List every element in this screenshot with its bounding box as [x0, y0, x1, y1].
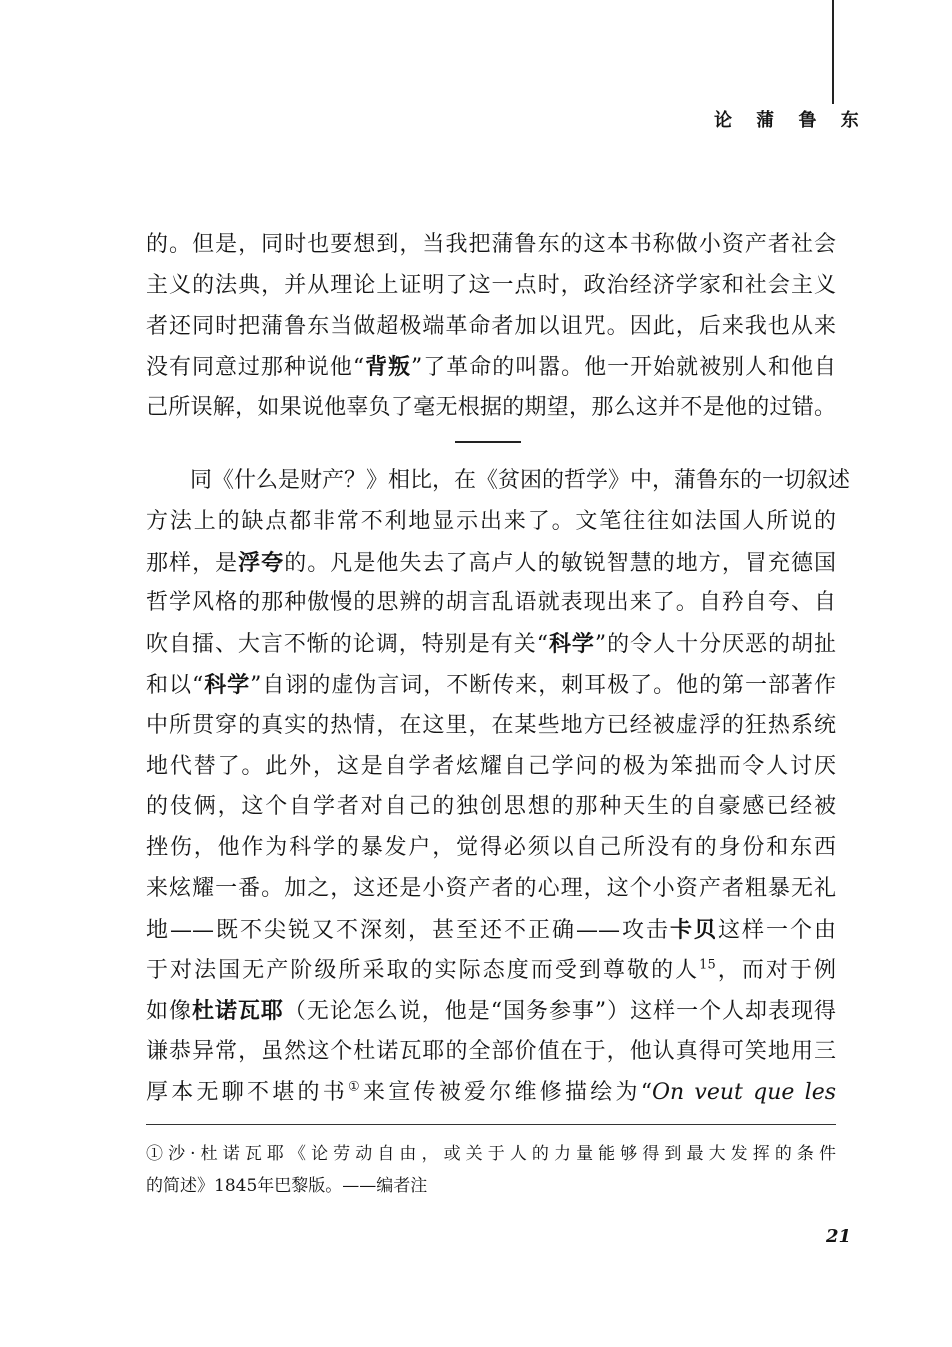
- text-line: 的。但是，同时也要想到，当我把蒲鲁东的这本书称做小资产者社会: [146, 232, 836, 257]
- emphasis: 科学: [203, 671, 251, 698]
- text-line: 挫伤，他作为科学的暴发户，觉得必须以自己所没有的身份和东西: [146, 835, 836, 861]
- text-line: 来炫耀一番。加之，这还是小资产者的心理，这个小资产者粗暴无礼: [146, 875, 836, 901]
- edge-rule: [832, 0, 834, 104]
- text-line: 己所误解，如果说他辜负了毫无根据的期望，那么这并不是他的过错。: [146, 395, 836, 421]
- running-head: 论 蒲 鲁 东: [714, 110, 868, 131]
- text-line: 中所贯穿的真实的热情，在这里，在某些地方已经被虚浮的狂热系统: [146, 712, 836, 738]
- text-line: 的伎俩，这个自学者对自己的独创思想的那种天生的自豪感已经被: [146, 794, 836, 820]
- endnote-marker: 15: [699, 957, 716, 973]
- text-line: 同《什么是财产？》相比，在《贫困的哲学》中，蒲鲁东的一切叙述: [146, 468, 851, 493]
- footnote-line: ①沙·杜诺瓦耶《论劳动自由，或关于人的力量能够得到最大发挥的条件: [146, 1144, 836, 1164]
- text-line: 地代替了。此外，这是自学者炫耀自己学问的极为笨拙而令人讨厌: [146, 753, 836, 779]
- footnote: [146, 1138, 836, 1202]
- footnote-marker: ①: [348, 1079, 363, 1095]
- emphasis: 卡贝: [669, 916, 718, 943]
- text-line: 如像杜诺瓦耶（无论怎么说，他是“国务参事”）这样一个人却表现得: [146, 998, 836, 1025]
- page-number: 21: [826, 1226, 852, 1247]
- text-line: 哲学风格的那种傲慢的思辨的胡言乱语就表现出来了。自矜自夸、自: [146, 590, 836, 616]
- section-break-rule: [455, 441, 521, 443]
- text-line: 和以“科学”自诩的虚伪言词，不断传来，刺耳极了。他的第一部著作: [146, 671, 836, 698]
- foreign-quote: On veut que les: [651, 1079, 837, 1105]
- text-line: 者还同时把蒲鲁东当做超极端革命者加以诅咒。因此，后来我也从来: [146, 313, 836, 339]
- paragraph-1: [146, 225, 836, 429]
- emphasis: 科学: [547, 631, 595, 658]
- footnote-line: 的简述》1845年巴黎版。——编者注: [146, 1176, 428, 1196]
- text-line: 地——既不尖锐又不深刻，甚至还不正确——攻击卡贝这样一个由: [146, 916, 836, 943]
- emphasis: 杜诺瓦耶: [191, 998, 284, 1025]
- paragraph-2: [146, 461, 851, 1114]
- text-line: 厚本无聊不堪的书①来宣传被爱尔维修描绘为“On veut que les: [146, 1079, 837, 1105]
- footnote-rule: [146, 1124, 836, 1125]
- text-line: 于对法国无产阶级所采取的实际态度而受到尊敬的人$^{15}$，而对于例: [146, 957, 836, 983]
- text-line: 吹自擂、大言不惭的论调，特别是有关“科学”的令人十分厌恶的胡扯: [146, 631, 836, 658]
- text-line: 方法上的缺点都非常不利地显示出来了。文笔往往如法国人所说的: [146, 508, 836, 534]
- emphasis: 背叛: [364, 354, 412, 381]
- emphasis: 浮夸: [238, 549, 285, 576]
- text-line: 没有同意过那种说他“背叛”了革命的叫嚣。他一开始就被别人和他自: [146, 354, 836, 381]
- text-line: 主义的法典，并从理论上证明了这一点时，政治经济学家和社会主义: [146, 272, 836, 298]
- text-line: 谦恭异常，虽然这个杜诺瓦耶的全部价值在于，他认真得可笑地用三: [146, 1039, 836, 1065]
- text-line: 那样，是浮夸的。凡是他失去了高卢人的敏锐智慧的地方，冒充德国: [146, 549, 836, 576]
